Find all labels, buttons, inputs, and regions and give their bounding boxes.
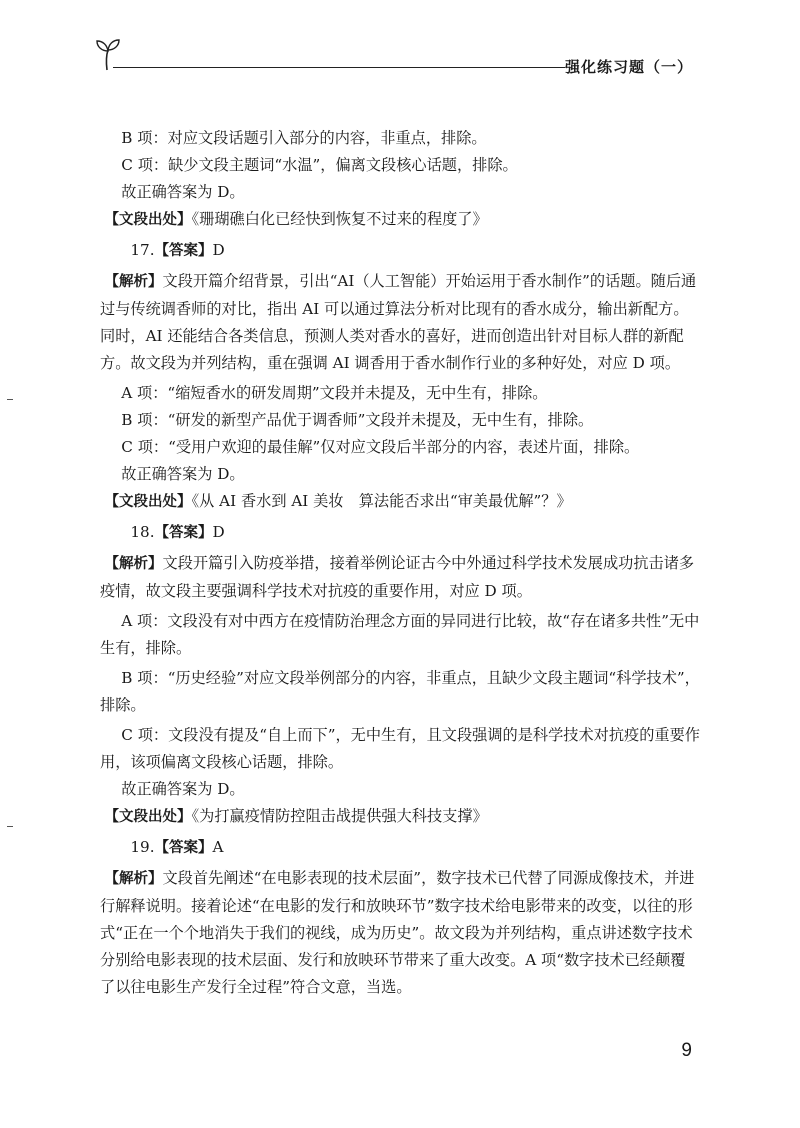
paragraph: A 项：文段没有对中西方在疫情防治理念方面的异同进行比较，故“存在诸多共性”无中生有，排除。	[100, 612, 700, 657]
label: 【解析】	[104, 274, 163, 290]
paragraph: B 项：“历史经验”对应文段举例部分的内容，非重点，且缺少文段主题词“科学技术”，排除。	[100, 669, 700, 714]
paragraph: B 项：“研发的新型产品优于调香师”文段并未提及，无中生有，排除。	[121, 411, 594, 429]
label: 【答案】	[154, 840, 213, 856]
paragraph: C 项：“受用户欢迎的最佳解”仅对应文段后半部分的内容，表述片面，排除。	[121, 438, 640, 456]
source-line: 【文段出处】《为打赢疫情防控阻击战提供强大科技支撑》	[104, 807, 488, 825]
paragraph: 故正确答案为 D。	[121, 183, 245, 201]
paragraph: 故正确答案为 D。	[121, 780, 245, 798]
answer-line: 18.【答案】D	[130, 523, 225, 541]
paragraph: 故正确答案为 D。	[121, 465, 245, 483]
paragraph: C 项：缺少文段主题词“水温”，偏离文段核心话题，排除。	[121, 156, 518, 174]
scan-mark	[7, 826, 13, 827]
analysis-paragraph: 【解析】文段开篇引入防疫举措，接着举例论证古今中外通过科学技术发展成功抗击诸多疫情，故文段主要强调科学技术对抗疫的重要作用，对应 D 项。	[100, 554, 695, 600]
source-line: 【文段出处】《从 AI 香水到 AI 美妆 算法能否求出“审美最优解”？》	[104, 492, 572, 510]
paragraph: C 项：文段没有提及“自上而下”，无中生有，且文段强调的是科学技术对抗疫的重要作用，该项偏离文段核心话题，排除。	[100, 726, 700, 771]
label: 【解析】	[104, 556, 163, 572]
label: 【解析】	[104, 871, 163, 887]
label: 【答案】	[154, 243, 213, 259]
paragraph: A 项：“缩短香水的研发周期”文段并未提及，无中生有，排除。	[121, 384, 548, 402]
label: 【文段出处】	[104, 212, 192, 228]
label: 【文段出处】	[104, 494, 192, 510]
answer-line: 17.【答案】D	[130, 241, 225, 259]
analysis-paragraph: 【解析】文段首先阐述“在电影表现的技术层面”，数字技术已代替了同源成像技术，并进行解释说明。接着论述“在电影的发行和放映环节”数字技术给电影带来的改变，以往的形式“正在一个个地消失于我们的视线，成为历史”。故文段为并列结构，重点讲述数字技术分别给电影表现的技术层面、发行和放映环节带来了重大改变。A 项“数字技术已经颠覆了以往电影生产发行全过程”符合文意，当选。	[100, 869, 695, 996]
label: 【文段出处】	[104, 809, 192, 825]
section-title: 强化练习题（一）	[564, 58, 693, 76]
running-header	[95, 38, 705, 78]
source-line: 【文段出处】《珊瑚礁白化已经快到恢复不过来的程度了》	[104, 210, 488, 228]
header-rule	[113, 67, 565, 68]
analysis-paragraph: 【解析】文段开篇介绍背景，引出“AI（人工智能）开始运用于香水制作”的话题。随后通过与传统调香师的对比，指出 AI 可以通过算法分析对比现有的香水成分，输出新配方。同时，AI 还能结合各类信息，预测人类对香水的喜好，进而创造出针对目标人群的新配方。故文段为并列结构，重在强调 AI 调香用于香水制作行业的多种好处，对应 D 项。	[100, 272, 697, 372]
paragraph: B 项：对应文段话题引入部分的内容，非重点，排除。	[121, 129, 487, 147]
page-number: 9	[681, 1040, 692, 1061]
label: 【答案】	[154, 525, 213, 541]
scan-mark	[7, 399, 13, 400]
answer-line: 19.【答案】A	[130, 838, 224, 856]
answer-explanations	[100, 125, 700, 1001]
